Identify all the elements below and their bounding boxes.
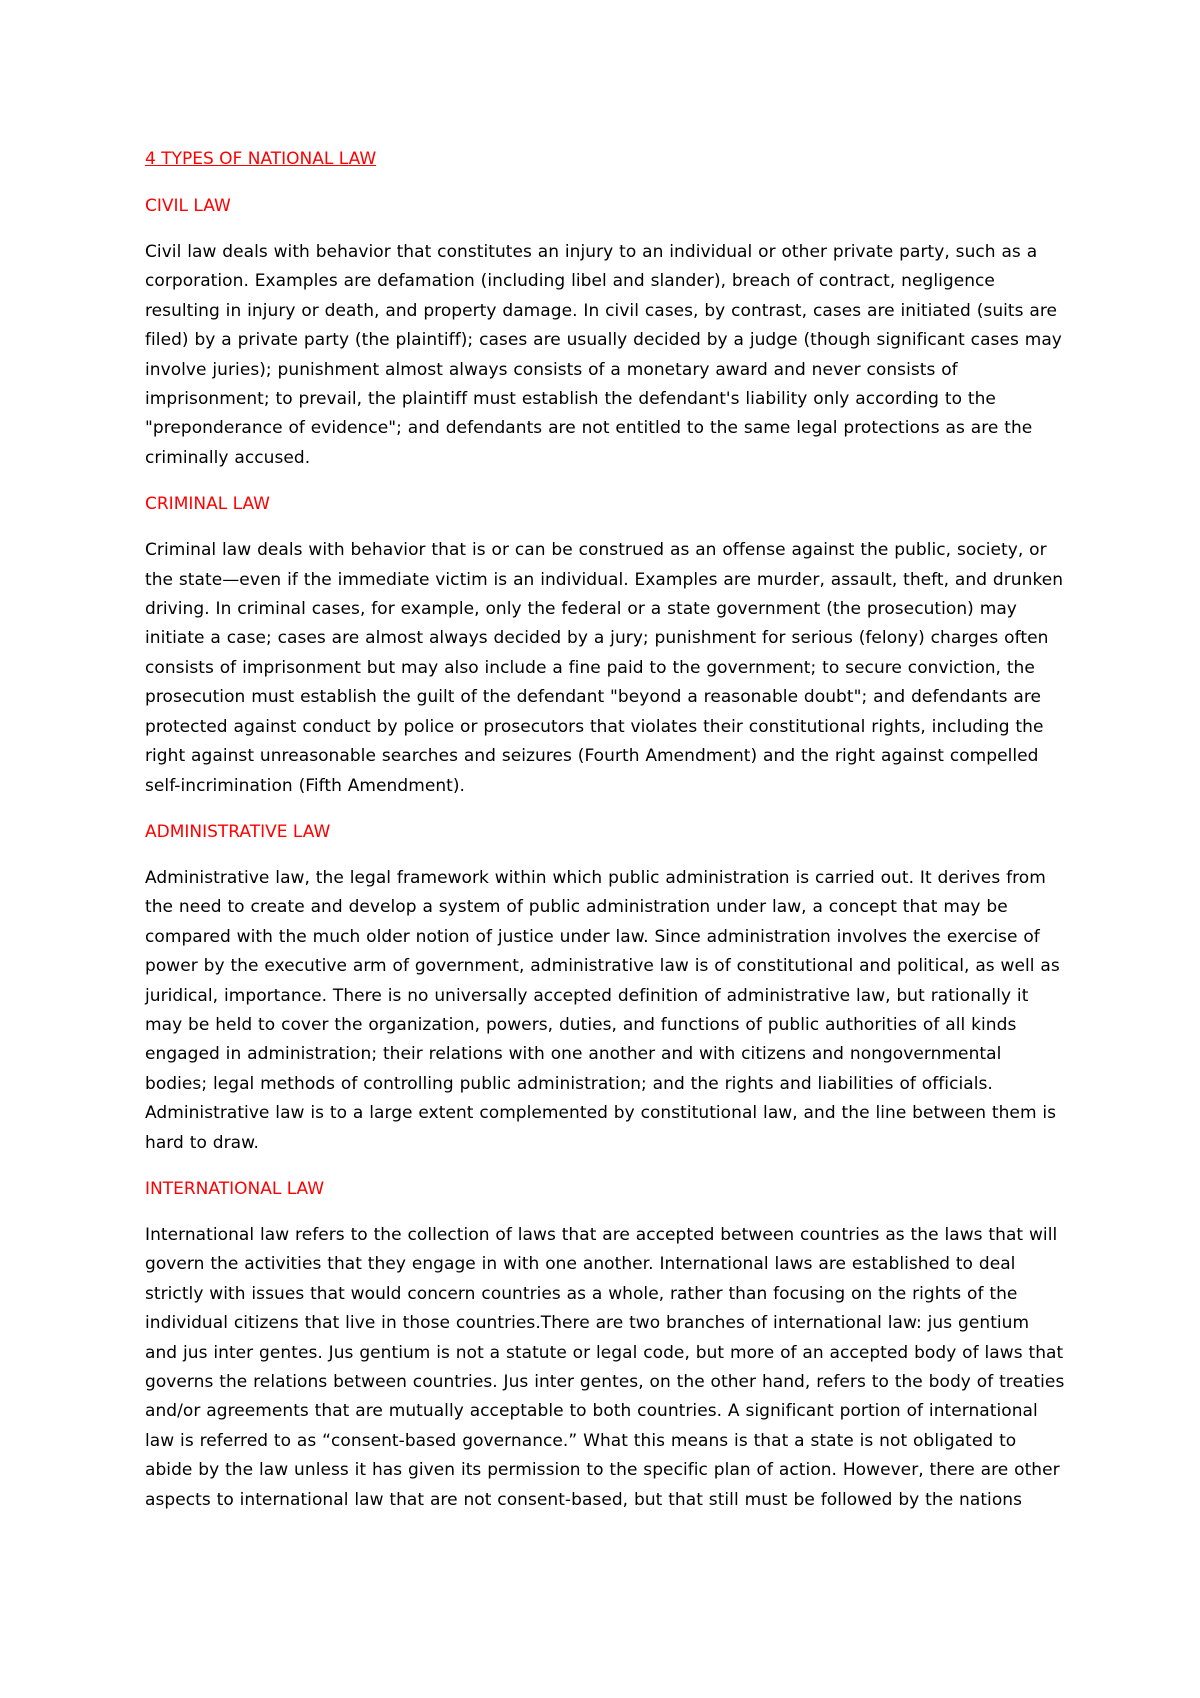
section-heading-civil-law: CIVIL LAW — [145, 196, 231, 216]
section-heading-criminal-law: CRIMINAL LAW — [145, 494, 270, 515]
document-title: 4 TYPES OF NATIONAL LAW — [145, 149, 377, 169]
section-body-civil-law: Civil law deals with behavior that constitutes an injury to an individual or other private party, such as a corporation. Examples are defamation (including libel and slander), breach of contract, negligence resulting in injury or death, and property damage. In civil cases, by contrast, cases are initiated (suits are filed) by a private party (the plaintiff); cases are usually decided by a judge (though significant cases may involve juries); punishment almost always consists of a monetary award and never consists of imprisonment; to prevail, the plaintiff must establish the defendant's liability only according to the "preponderance of evidence"; and defendants are not entitled to the same legal protections as are the criminally accused. — [145, 242, 1062, 468]
section-body-international-law: International law refers to the collection of laws that are accepted between countries as the laws that will govern the activities that they engage in with one another. International laws are established to deal strictly with issues that would concern countries as a whole, rather than focusing on the rights of the individual citizens that live in those countries.There are two branches of international law: jus gentium and jus inter gentes. Jus gentium is not a statute or legal code, but more of an accepted body of laws that governs the relations between countries. Jus inter gentes, on the other hand, refers to the body of treaties and/or agreements that are mutually acceptable to both countries. A significant portion of international law is referred to as “consent-based governance.” What this means is that a state is not obligated to abide by the law unless it has given its permission to the specific plan of action. However, there are other aspects to international law that are not consent-based, but that still must be followed by the nations — [145, 1224, 1065, 1510]
section-heading-administrative-law: ADMINISTRATIVE LAW — [145, 821, 331, 842]
section-heading-international-law: INTERNATIONAL LAW — [145, 1178, 325, 1199]
document-content — [145, 145, 1065, 1532]
section-body-criminal-law: Criminal law deals with behavior that is or can be construed as an offense against the public, society, or the state—even if the immediate victim is an individual. Examples are murder, assault, theft, and drunken driving. In criminal cases, for example, only the federal or a state government (the prosecution) may initiate a case; cases are almost always decided by a jury; punishment for serious (felony) charges often consists of imprisonment but may also include a fine paid to the government; to secure conviction, the prosecution must establish the guilt of the defendant "beyond a reasonable doubt"; and defendants are protected against conduct by police or prosecutors that violates their constitutional rights, including the right against unreasonable searches and seizures (Fourth Amendment) and the right against compelled self-incrimination (Fifth Amendment). — [145, 540, 1064, 796]
section-body-administrative-law: Administrative law, the legal framework within which public administration is carried out. It derives from the need to create and develop a system of public administration under law, a concept that may be compared with the much older notion of justice under law. Since administration involves the exercise of power by the executive arm of government, administrative law is of constitutional and political, as well as juridical, importance. There is no universally accepted definition of administrative law, but rationally it may be held to cover the organization, powers, duties, and functions of public authorities of all kinds engaged in administration; their relations with one another and with citizens and nongovernmental bodies; legal methods of controlling public administration; and the rights and liabilities of officials. Administrative law is to a large extent complemented by constitutional law, and the line between them is hard to draw. — [145, 867, 1060, 1153]
